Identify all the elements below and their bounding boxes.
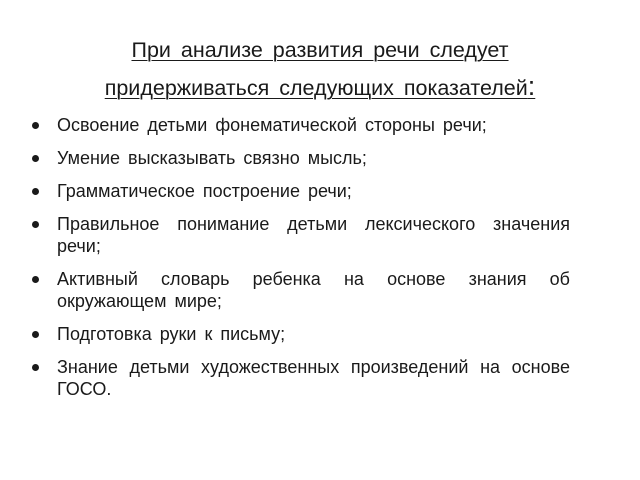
bullet-list [30,114,570,411]
bullet-item [30,114,570,136]
bullet-dot-icon [32,364,39,371]
bullet-dot-icon [32,276,39,283]
title-line-1: При анализе развития речи следует [131,38,509,62]
bullet-dot-icon [32,122,39,129]
bullet-item [30,147,570,169]
bullet-item [30,268,570,312]
title-colon: : [527,71,536,101]
bullet-dot-icon [32,188,39,195]
bullet-text: Освоение детьми фонематической стороны речи; [57,115,487,135]
bullet-text: Умение высказывать связно мысль; [57,148,367,168]
bullet-dot-icon [32,155,39,162]
bullet-text: Грамматическое построение речи; [57,181,352,201]
bullet-item [30,213,570,257]
bullet-dot-icon [32,221,39,228]
bullet-text: Правильное понимание детьми лексического значения речи; [57,214,570,256]
bullet-text: Подготовка руки к письму; [57,324,286,344]
bullet-dot-icon [32,331,39,338]
bullet-text: Знание детьми художественных произведений на основе ГОСО. [57,357,570,399]
bullet-text: Активный словарь ребенка на основе знания об окружающем мире; [57,269,570,311]
bullet-item [30,323,570,345]
bullet-item [30,180,570,202]
title-line-2 [40,68,600,106]
slide-title [40,32,600,106]
title-line-2-text: придерживаться следующих показателей [104,76,528,100]
bullet-item [30,356,570,400]
